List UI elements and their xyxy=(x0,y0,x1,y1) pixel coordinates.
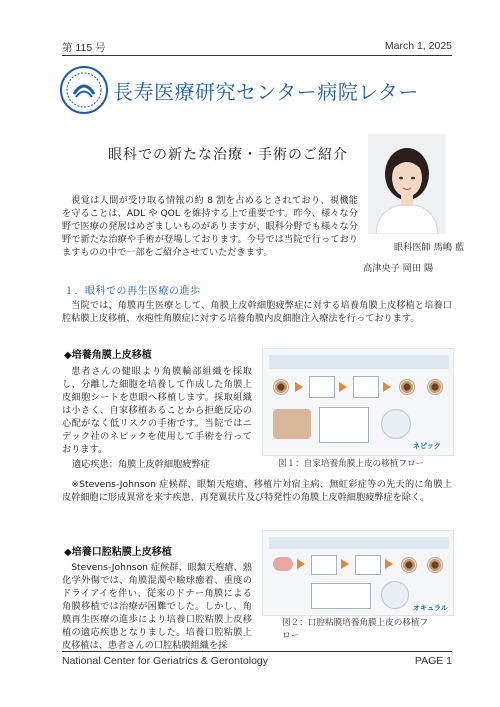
footer-org: National Center for Geriatrics & Gerontology xyxy=(62,655,269,667)
process-box xyxy=(319,407,369,443)
process-box xyxy=(311,583,371,609)
figure-2-caption: 図２：口腔粘膜培養角膜上皮の移植フロー xyxy=(282,618,429,641)
subsection-body-1: 患者さんの健眼より角膜輪部組織を採取し、分離した細胞を培養して作成した角膜上皮細胞シートを患眼へ移植します。採取組織は小さく、自家移植あることから拒絶反応の心配がなく低リスクの手術です。当院ではニデック社のネピックを使用して手術を行っております。 xyxy=(62,366,252,455)
author-line-2: 高津央子 岡田 陽 xyxy=(363,263,434,274)
figure-1 xyxy=(262,348,454,456)
mouth-icon xyxy=(273,557,293,571)
eye-icon xyxy=(427,379,443,395)
header-rule xyxy=(62,55,452,56)
eye-icon xyxy=(399,379,415,395)
arrow-icon xyxy=(297,559,305,569)
eye-photo xyxy=(273,409,311,439)
eye-icon xyxy=(273,379,289,395)
arrow-icon xyxy=(383,382,391,392)
arrow-icon xyxy=(385,559,393,569)
issue-number: 第 115 号 xyxy=(62,42,106,54)
figure-1-caption: 図１：自家培養角膜上皮の移植フロー xyxy=(278,459,425,469)
arrow-icon xyxy=(295,382,303,392)
figure-1-brand: ネピック xyxy=(413,442,441,450)
subsection-heading-1: ◆培養角膜上皮移植 xyxy=(64,350,152,361)
article-title: 眼科での新たな治療・手術のご紹介 xyxy=(108,147,348,163)
subsection-body-2: Stevens-Johnson 症候群、眼類天疱瘡、熱化学外傷では、角膜混濁や瞼球癒着、重度のドライアイを伴い、従来のドナー角膜による角膜移植では治療が困難でした。しかし、角膜再生医療の進歩により培養口腔粘膜上皮移植の適応疾患となりました。培養口腔粘膜上皮移植は、患者さんの口腔粘膜組織を採 xyxy=(62,562,252,651)
arrow-icon xyxy=(341,559,349,569)
ncgg-logo-icon xyxy=(60,66,108,114)
culture-box xyxy=(311,555,337,575)
intro-paragraph: 視覚は人間が受け取る情報の約 8 割を占めるとされており、視機能を守ることは、ADL や QOL を維持する上で重要です。昨今、様々な分野で医療の発展はめざましいものがありますが、眼科分野でも様々な分野で新たな治療や手術が登場しております。今号では当院で行っておりますものの中で一部をご紹介させていただきます。 xyxy=(62,195,358,258)
arrow-icon xyxy=(339,382,347,392)
figure-2-brand: オキュラル xyxy=(413,604,448,612)
author-photo xyxy=(368,134,446,234)
issue-date: March 1, 2025 xyxy=(384,40,452,52)
footer-page: PAGE 1 xyxy=(414,655,452,667)
indication-text: 適応疾患：角膜上皮幹細胞疲弊症 xyxy=(72,459,210,470)
subsection-heading-2: ◆培養口腔粘膜上皮移植 xyxy=(64,547,172,558)
eye-icon xyxy=(427,557,443,573)
culture-box xyxy=(353,376,379,398)
eye-icon xyxy=(401,557,417,573)
footer-rule xyxy=(62,651,452,652)
author-line-1: 眼科医師 馬嶋 藍 xyxy=(394,242,465,253)
culture-box xyxy=(309,376,335,398)
figure-1-banner xyxy=(269,355,449,369)
logo-mark-icon xyxy=(64,70,104,110)
exclusion-note: ※Stevens-Johnson 症候群、眼類天疱瘡、移植片対宿主病、無虹彩症等の先天的に角膜上皮幹細胞に形成異常を来す疾患、再発翼状片及び特発性の角膜上皮幹細胞疲弊症を除く。 xyxy=(62,479,452,503)
section-body: 当院では、角膜再生医療として、角膜上皮幹細胞疲弊症に対する培養角膜上皮移植と培養口腔粘膜上皮移植、水疱性角膜症に対する培養角膜内皮細胞注入療法を行っております。 xyxy=(62,300,452,324)
portrait-icon xyxy=(368,134,446,234)
dish-icon xyxy=(381,581,409,609)
dish-icon xyxy=(381,409,411,439)
section-heading: １．眼科での再生医療の進歩 xyxy=(64,286,201,297)
newsletter-title: 長寿医療研究センター病院レター xyxy=(113,80,419,104)
figure-2 xyxy=(262,530,454,616)
culture-box xyxy=(355,555,381,575)
figure-2-banner xyxy=(269,537,449,549)
